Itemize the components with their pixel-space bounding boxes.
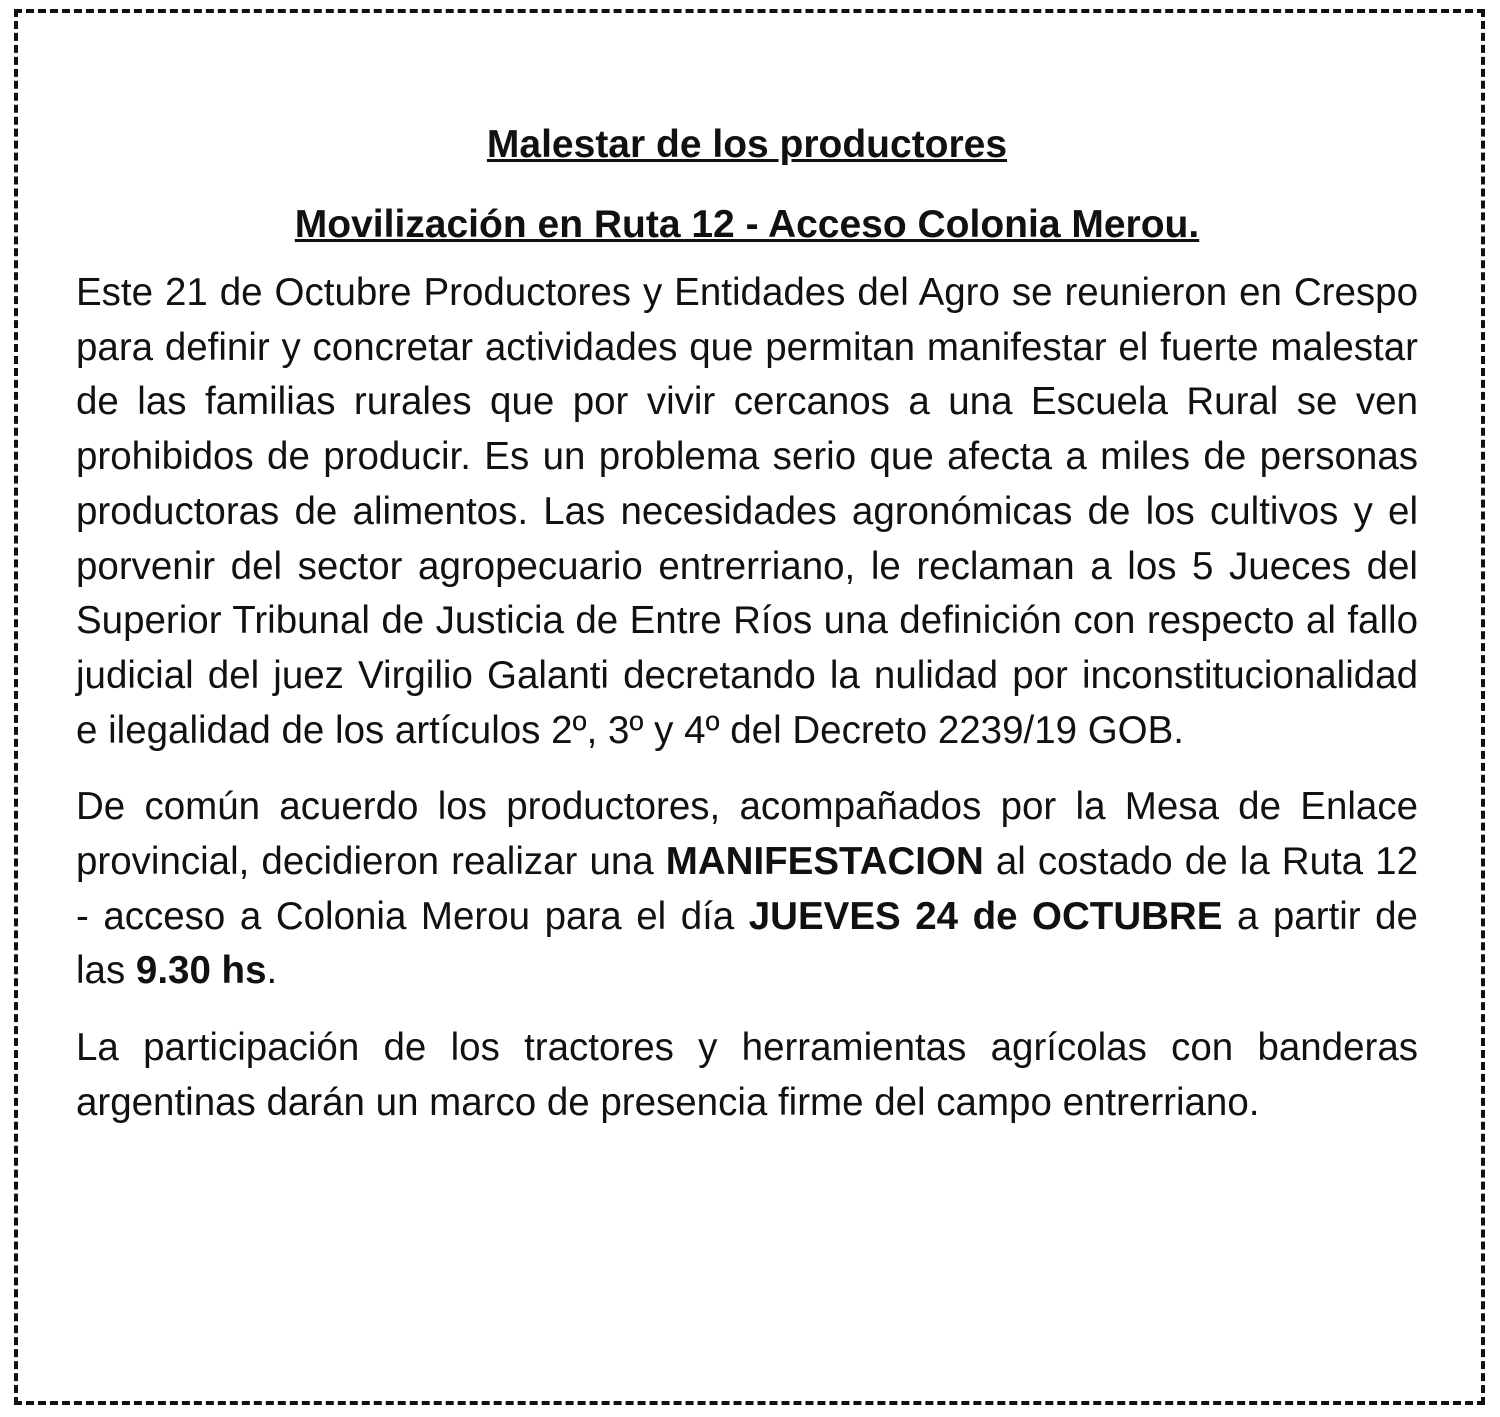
paragraph-2-text-3: a partir de las [76,894,1418,993]
notice-content [76,118,1418,1131]
manifestacion-emphasis: MANIFESTACION [665,840,984,884]
paragraph-2-text-2: al costado de la Ruta 12 - acceso a Colonia Merou para el día [76,840,1418,938]
notice-subtitle: Movilización en Ruta 12 - Acceso Colonia Merou. [294,203,1200,246]
paragraph-2-text-4: . [266,949,278,993]
paragraph-manifestation [76,780,1418,999]
paragraph-participation: La participación de los tractores y herramientas agrícolas con banderas argentinas darán un marco de presencia firme del campo entrerriano. [76,1026,1418,1124]
event-date: JUEVES 24 de OCTUBRE [748,894,1223,938]
notice-title: Malestar de los productores [486,123,1008,166]
paragraph-2-text-1: De común acuerdo los productores, acompañados por la Mesa de Enlace provincial, decidieron realizar una [76,785,1418,884]
event-time: 9.30 hs [135,949,267,993]
paragraph-meeting: Este 21 de Octubre Productores y Entidades del Agro se reunieron en Crespo para definir y concretar actividades que permitan manifestar el fuerte malestar de las familias rurales que por vivir cercanos a una Escuela Rural se ven prohibidos de producir. Es un problema serio que afecta a miles de personas productoras de alimentos. Las necesidades agronómicas de los cultivos y el porvenir del sector agropecuario entrerriano, le reclaman a los 5 Jueces del Superior Tribunal de Justicia de Entre Ríos una definición con respecto al fallo judicial del juez Virgilio Galanti decretando la nulidad por inconstitucionalidad e ilegalidad de los artículos 2º, 3º y 4º del Decreto 2239/19 GOB. [76,271,1418,752]
